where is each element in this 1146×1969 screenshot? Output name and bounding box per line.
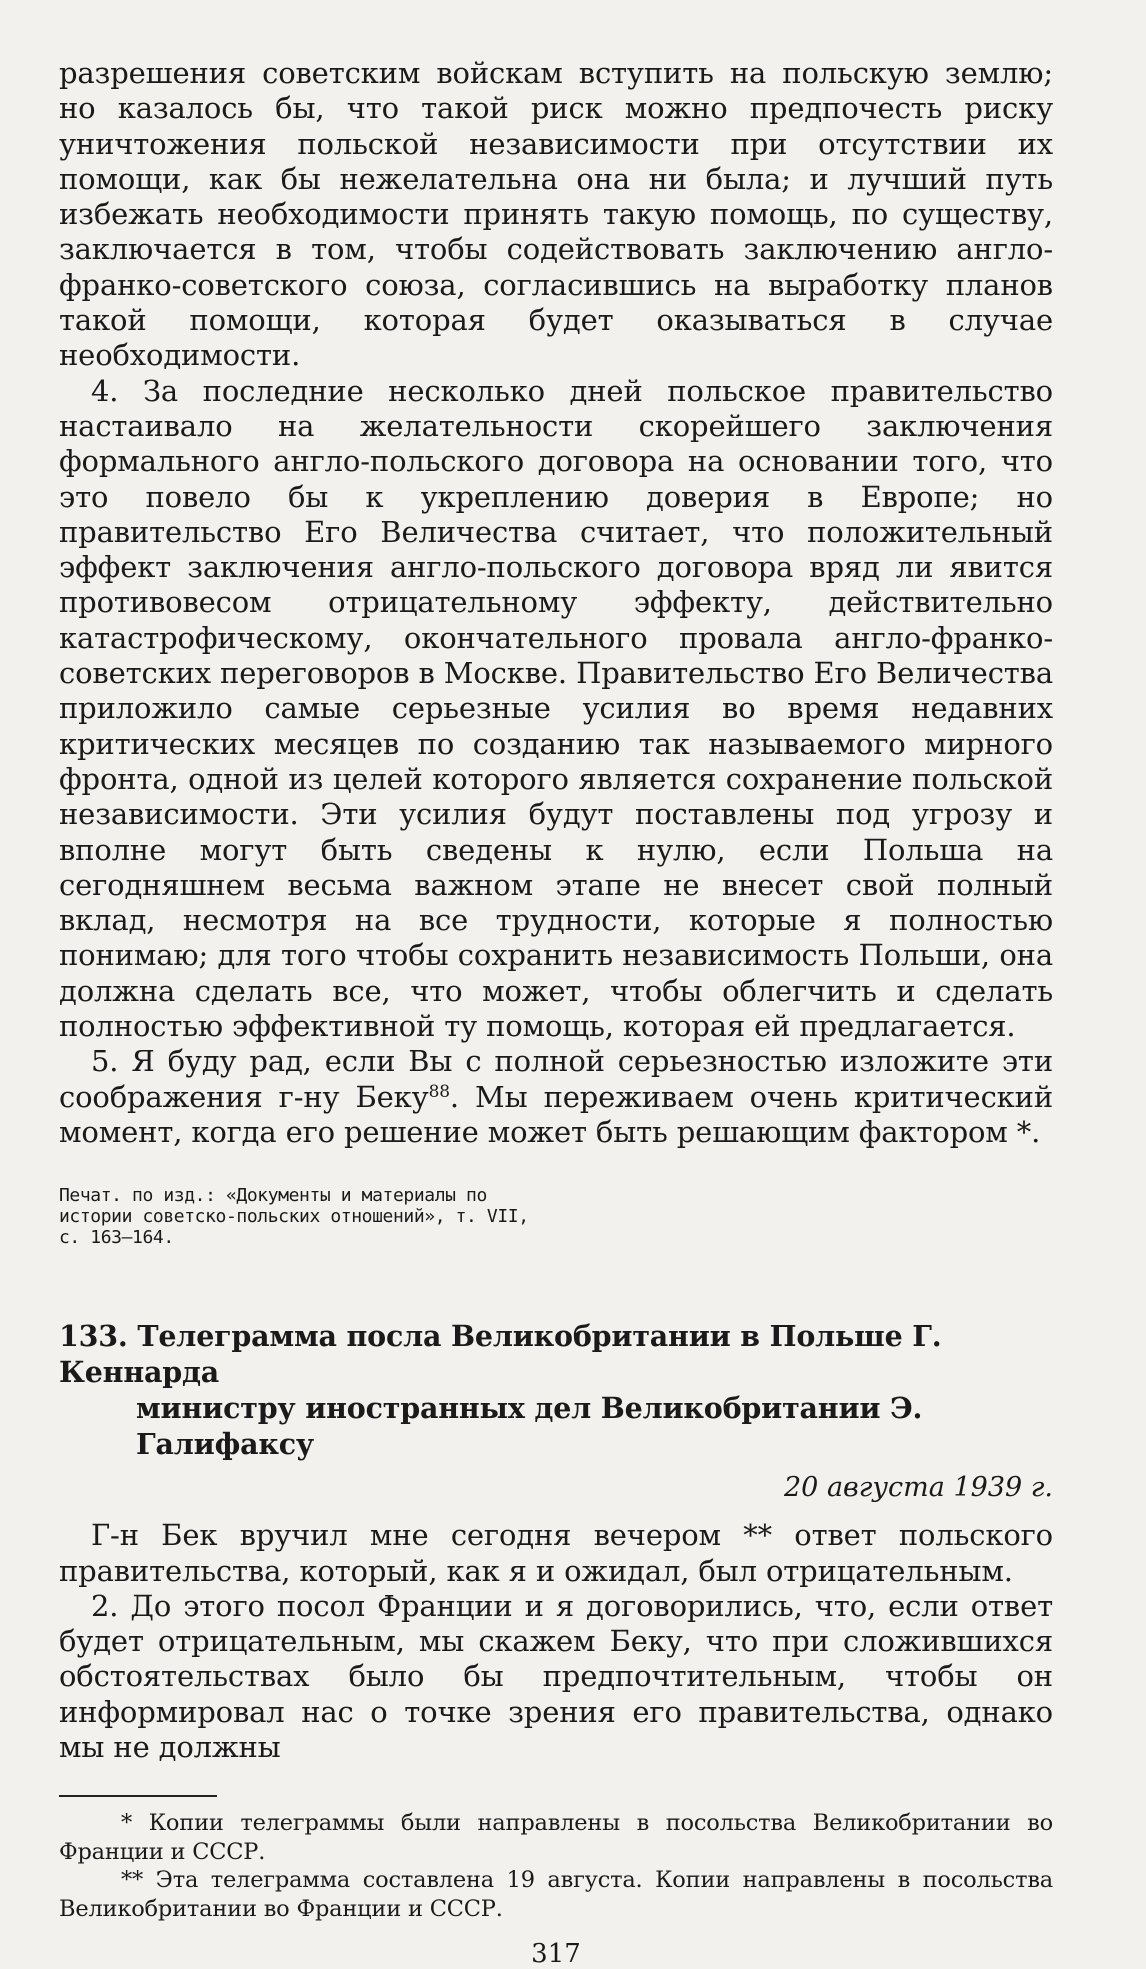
footnote-divider: [59, 1795, 217, 1797]
footnote-1: * Копии телеграммы были направлены в посольства Великобритании во Франции и СССР.: [59, 1810, 1053, 1865]
document-number: 133.: [59, 1319, 128, 1354]
document-title-line2: министру иностранных дел Великобритании Э. Галифаксу: [136, 1391, 923, 1462]
paragraph-5: [59, 1044, 1053, 1150]
footnote-ref-88: 88: [428, 1081, 450, 1102]
document-date: 20 августа 1939 г.: [784, 1472, 1053, 1504]
source-note: Печат. по изд.: «Документы и материалы по истории советско-польских отношений», т. VII, с. 163—164.: [59, 1185, 529, 1249]
document-paragraph-2: 2. До этого посол Франции и я договорились, что, если ответ будет отрицательным, мы скажем Беку, что при сложившихся обстоятельствах было бы предпочтительным, чтобы он информировал нас о точке зрения его правительства, однако мы не должны: [59, 1588, 1053, 1764]
page-number: 317: [531, 1939, 581, 1969]
document-paragraph-1: Г-н Бек вручил мне сегодня вечером ** ответ польского правительства, который, как я и ожидал, был отрицательным.: [59, 1518, 1053, 1588]
document-title-line1: Телеграмма посла Великобритании в Польше Г. Кеннарда: [59, 1319, 942, 1390]
paragraph-5-text-a: 5. Я буду рад, если Вы с полной серьезностью изложите эти соображения г-ну Беку: [59, 1044, 1053, 1114]
paragraph-4: 4. За последние несколько дней польское правительство настаивало на желательности скорейшего заключения формального англо-польского договора на основании того, что это повело бы к укреплению доверия в Европе; но правительство Его Величества считает, что положительный эффект заключения англо-польского договора вряд ли явится противовесом отрицательному эффекту, действительно катастрофическому, окончательного провала англо-франко-советских переговоров в Москве. Правительство Его Величества приложило самые серьезные усилия во время недавних критических месяцев по созданию так называемого мирного фронта, одной из целей которого является сохранение польской независимости. Эти усилия будут поставлены под угрозу и вполне могут быть сведены к нулю, если Польша на сегодняшнем весьма важном этапе не внесет свой полный вклад, несмотря на все трудности, которые я полностью понимаю; для того чтобы сохранить независимость Польши, она должна сделать все, что может, чтобы облегчить и сделать полностью эффективной ту помощь, которая ей предлагается.: [59, 373, 1053, 1044]
footnote-2: ** Эта телеграмма составлена 19 августа. Копии направлены в посольства Великобритании во Франции и СССР.: [59, 1867, 1053, 1922]
book-page: [59, 56, 1053, 1969]
document-heading: [59, 1318, 1053, 1462]
paragraph-intro: разрешения советским войскам вступить на польскую землю; но казалось бы, что такой риск можно предпочесть риску уничтожения польской независимости при отсутствии их помощи, как бы нежелательна она ни была; и лучший путь избежать необходимости принять такую помощь, по существу, заключается в том, чтобы содействовать заключению англо-франко-советского союза, согласившись на выработку планов такой помощи, которая будет оказываться в случае необходимости.: [59, 56, 1053, 373]
paragraph-5-text-b: . Мы переживаем очень критический момент, когда его решение может быть решающим фактором *.: [59, 1079, 1053, 1149]
